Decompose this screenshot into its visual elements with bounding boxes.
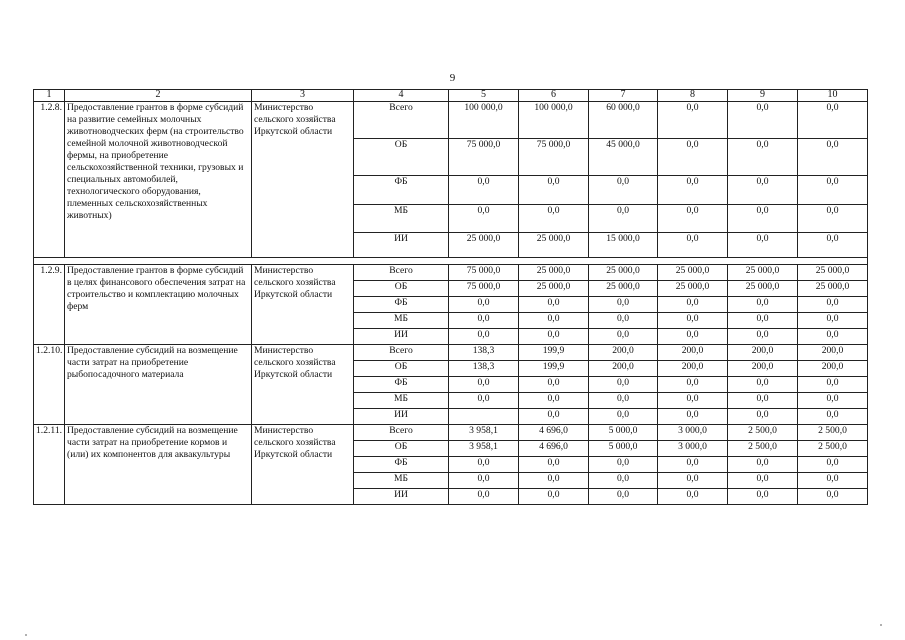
amount-cell: 0,0 [798,139,868,176]
amount-cell: 138,3 [449,345,519,361]
amount-cell: 0,0 [589,377,658,393]
amount-cell: 0,0 [728,297,798,313]
amount-cell: 3 000,0 [658,425,728,441]
amount-cell: 0,0 [658,377,728,393]
amount-cell: 0,0 [798,409,868,425]
header-cell: 10 [798,90,868,102]
funding-source: ОБ [354,281,449,297]
amount-cell: 60 000,0 [589,102,658,139]
amount-cell: 0,0 [658,409,728,425]
header-cell: 8 [658,90,728,102]
funding-source: МБ [354,473,449,489]
amount-cell: 3 958,1 [449,441,519,457]
amount-cell: 0,0 [728,473,798,489]
amount-cell: 200,0 [658,345,728,361]
funding-table [33,89,868,505]
amount-cell: 0,0 [728,176,798,205]
amount-cell: 0,0 [728,457,798,473]
funding-source: ФБ [354,377,449,393]
amount-cell: 0,0 [728,377,798,393]
amount-cell: 0,0 [798,205,868,233]
amount-cell: 0,0 [449,176,519,205]
amount-cell: 25 000,0 [449,233,519,258]
amount-cell: 0,0 [449,205,519,233]
funding-source: ОБ [354,361,449,377]
amount-cell: 25 000,0 [728,265,798,281]
amount-cell: 2 500,0 [798,441,868,457]
amount-cell: 75 000,0 [519,139,589,176]
funding-source: ИИ [354,233,449,258]
amount-cell: 4 696,0 [519,425,589,441]
amount-cell: 0,0 [728,205,798,233]
funding-source: ОБ [354,441,449,457]
amount-cell: 0,0 [798,233,868,258]
amount-cell: 75 000,0 [449,265,519,281]
amount-cell: 0,0 [449,377,519,393]
amount-cell: 199,9 [519,361,589,377]
amount-cell [449,409,519,425]
amount-cell: 0,0 [589,313,658,329]
amount-cell: 0,0 [728,409,798,425]
funding-source: ИИ [354,409,449,425]
funding-source: Всего [354,102,449,139]
amount-cell: 0,0 [658,489,728,505]
amount-cell: 0,0 [449,393,519,409]
amount-cell: 5 000,0 [589,441,658,457]
amount-cell: 0,0 [589,205,658,233]
amount-cell: 0,0 [798,473,868,489]
scan-speck [25,634,27,636]
amount-cell: 199,9 [519,345,589,361]
amount-cell: 0,0 [519,205,589,233]
amount-cell: 0,0 [449,457,519,473]
amount-cell: 0,0 [728,313,798,329]
amount-cell: 0,0 [728,139,798,176]
amount-cell: 3 000,0 [658,441,728,457]
amount-cell: 0,0 [519,297,589,313]
amount-cell: 2 500,0 [728,441,798,457]
amount-cell: 0,0 [658,102,728,139]
funding-source: Всего [354,345,449,361]
amount-cell: 200,0 [728,361,798,377]
amount-cell: 25 000,0 [519,265,589,281]
amount-cell: 0,0 [728,233,798,258]
amount-cell: 0,0 [449,473,519,489]
amount-cell: 0,0 [519,457,589,473]
amount-cell: 0,0 [519,473,589,489]
amount-cell: 0,0 [658,205,728,233]
table-row [34,345,868,361]
amount-cell: 0,0 [519,176,589,205]
amount-cell: 25 000,0 [728,281,798,297]
item-description: Предоставление субсидий на возмещение части затрат на приобретение кормов и (или) их компонентов для аквакультуры [65,425,252,505]
header-cell: 9 [728,90,798,102]
funding-source: ИИ [354,329,449,345]
amount-cell: 0,0 [519,489,589,505]
item-organization: Министерство сельского хозяйства Иркутской области [252,265,354,345]
amount-cell: 200,0 [728,345,798,361]
amount-cell: 0,0 [658,139,728,176]
amount-cell: 0,0 [728,329,798,345]
item-organization: Министерство сельского хозяйства Иркутской области [252,425,354,505]
amount-cell: 0,0 [449,297,519,313]
amount-cell: 0,0 [589,457,658,473]
funding-source: ФБ [354,176,449,205]
amount-cell: 25 000,0 [658,281,728,297]
amount-cell: 200,0 [589,361,658,377]
amount-cell: 0,0 [658,393,728,409]
amount-cell: 0,0 [798,102,868,139]
amount-cell: 200,0 [589,345,658,361]
amount-cell: 0,0 [658,329,728,345]
amount-cell: 0,0 [658,233,728,258]
amount-cell: 0,0 [658,473,728,489]
amount-cell: 0,0 [519,329,589,345]
table-row [34,102,868,139]
table-row [34,425,868,441]
amount-cell: 5 000,0 [589,425,658,441]
header-cell: 2 [65,90,252,102]
amount-cell: 2 500,0 [728,425,798,441]
funding-source: МБ [354,313,449,329]
amount-cell: 0,0 [798,176,868,205]
amount-cell: 0,0 [798,489,868,505]
section-gap [34,258,868,265]
item-code: 1.2.10. [34,345,65,425]
header-cell: 4 [354,90,449,102]
amount-cell: 100 000,0 [449,102,519,139]
gap-cell [34,258,868,265]
funding-source: ФБ [354,457,449,473]
amount-cell: 25 000,0 [589,281,658,297]
funding-source: ФБ [354,297,449,313]
amount-cell: 75 000,0 [449,281,519,297]
amount-cell: 25 000,0 [589,265,658,281]
amount-cell: 0,0 [589,473,658,489]
amount-cell: 0,0 [728,102,798,139]
item-code: 1.2.11. [34,425,65,505]
amount-cell: 25 000,0 [519,281,589,297]
item-description: Предоставление грантов в форме субсидий в целях финансового обеспечения затрат на строительство и комплектацию молочных ферм [65,265,252,345]
amount-cell: 0,0 [798,329,868,345]
amount-cell: 0,0 [449,489,519,505]
amount-cell: 45 000,0 [589,139,658,176]
amount-cell: 3 958,1 [449,425,519,441]
table-row [34,265,868,281]
header-row [34,90,868,102]
amount-cell: 75 000,0 [449,139,519,176]
funding-source: ИИ [354,489,449,505]
funding-source: ОБ [354,139,449,176]
amount-cell: 0,0 [728,489,798,505]
header-cell: 7 [589,90,658,102]
amount-cell: 0,0 [589,489,658,505]
funding-source: МБ [354,393,449,409]
amount-cell: 200,0 [658,361,728,377]
header-cell: 1 [34,90,65,102]
amount-cell: 0,0 [798,297,868,313]
amount-cell: 0,0 [589,329,658,345]
amount-cell: 25 000,0 [798,265,868,281]
amount-cell: 0,0 [589,297,658,313]
amount-cell: 0,0 [798,457,868,473]
amount-cell: 2 500,0 [798,425,868,441]
amount-cell: 0,0 [519,393,589,409]
amount-cell: 0,0 [728,393,798,409]
amount-cell: 25 000,0 [519,233,589,258]
amount-cell: 0,0 [519,409,589,425]
amount-cell: 0,0 [798,313,868,329]
amount-cell: 0,0 [519,377,589,393]
amount-cell: 4 696,0 [519,441,589,457]
amount-cell: 15 000,0 [589,233,658,258]
header-cell: 5 [449,90,519,102]
item-description: Предоставление субсидий на возмещение части затрат на приобретение рыбопосадочного материала [65,345,252,425]
amount-cell: 0,0 [798,393,868,409]
item-code: 1.2.9. [34,265,65,345]
funding-source: Всего [354,425,449,441]
header-cell: 3 [252,90,354,102]
amount-cell: 138,3 [449,361,519,377]
amount-cell: 0,0 [589,393,658,409]
item-organization: Министерство сельского хозяйства Иркутской области [252,102,354,258]
amount-cell: 0,0 [658,176,728,205]
amount-cell: 0,0 [658,313,728,329]
amount-cell: 25 000,0 [658,265,728,281]
item-description: Предоставление грантов в форме субсидий на развитие семейных молочных животноводческих ферм (на строительство семейной молочной животноводческой фермы, на приобретение сельскохозяйственной техники, грузовых и специальных автомобилей, технологического оборудования, племенных сельскохозяйственных животных) [65,102,252,258]
amount-cell: 0,0 [449,313,519,329]
scan-speck [880,624,882,626]
amount-cell: 25 000,0 [798,281,868,297]
amount-cell: 0,0 [449,329,519,345]
amount-cell: 200,0 [798,345,868,361]
funding-source: МБ [354,205,449,233]
amount-cell: 0,0 [658,457,728,473]
amount-cell: 0,0 [589,409,658,425]
amount-cell: 200,0 [798,361,868,377]
page-number: 9 [449,72,456,84]
funding-source: Всего [354,265,449,281]
amount-cell: 0,0 [658,297,728,313]
amount-cell: 100 000,0 [519,102,589,139]
header-cell: 6 [519,90,589,102]
amount-cell: 0,0 [589,176,658,205]
amount-cell: 0,0 [798,377,868,393]
item-organization: Министерство сельского хозяйства Иркутской области [252,345,354,425]
item-code: 1.2.8. [34,102,65,258]
amount-cell: 0,0 [519,313,589,329]
